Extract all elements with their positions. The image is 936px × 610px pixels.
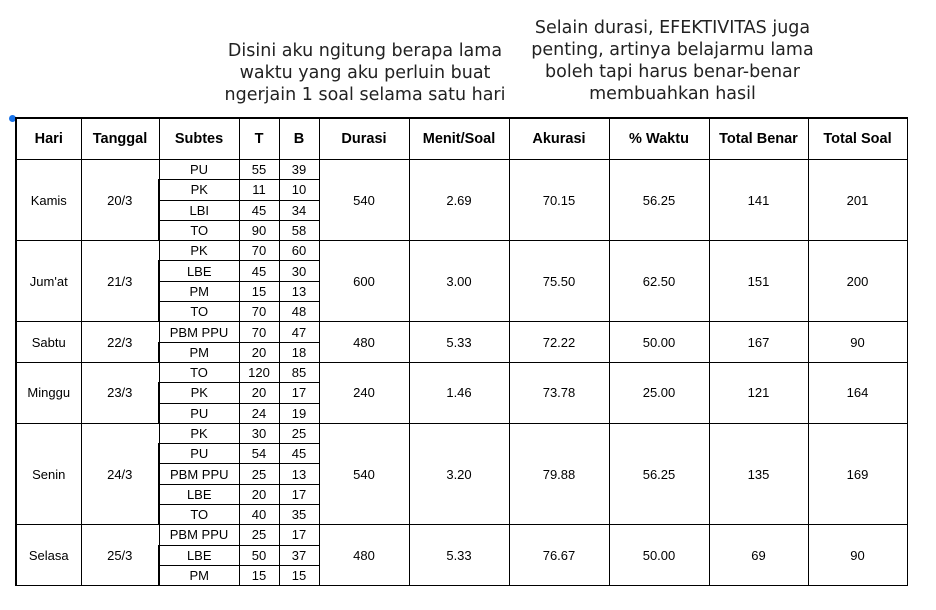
b-cell: 30 [279,261,319,281]
b-cell: 13 [279,464,319,484]
column-header: Durasi [319,118,409,160]
subtes-cell: PK [159,241,239,261]
t-cell: 30 [239,423,279,443]
table-row [16,525,907,545]
subtes-cell: TO [159,302,239,322]
waktu-cell: 50.00 [609,525,709,586]
t-cell: 70 [239,322,279,342]
subtes-cell: PK [159,423,239,443]
total-soal-cell: 164 [808,362,907,423]
note-right-line: penting, artinya belajarmu lama [531,40,814,60]
total-benar-cell: 69 [709,525,808,586]
b-cell: 25 [279,423,319,443]
t-cell: 55 [239,160,279,180]
t-cell: 50 [239,545,279,565]
tanggal-cell: 21/3 [81,241,159,322]
durasi-cell: 240 [319,362,409,423]
b-cell: 45 [279,444,319,464]
b-cell: 34 [279,200,319,220]
b-cell: 10 [279,180,319,200]
waktu-cell: 25.00 [609,362,709,423]
menit-soal-cell: 2.69 [409,160,509,241]
note-right [515,17,830,105]
table-row [16,160,907,180]
subtes-cell: LBE [159,545,239,565]
hari-cell: Senin [16,423,81,524]
column-header: Total Benar [709,118,808,160]
total-benar-cell: 135 [709,423,808,524]
t-cell: 70 [239,302,279,322]
t-cell: 120 [239,362,279,382]
t-cell: 54 [239,444,279,464]
column-header: Subtes [159,118,239,160]
b-cell: 13 [279,281,319,301]
column-header: Hari [16,118,81,160]
total-soal-cell: 169 [808,423,907,524]
durasi-cell: 600 [319,241,409,322]
total-soal-cell: 201 [808,160,907,241]
subtes-cell: PU [159,403,239,423]
column-header: Total Soal [808,118,907,160]
subtes-cell: TO [159,505,239,525]
table-body [16,160,907,586]
t-cell: 24 [239,403,279,423]
subtes-cell: PBM PPU [159,525,239,545]
total-soal-cell: 90 [808,525,907,586]
t-cell: 45 [239,261,279,281]
total-soal-cell: 90 [808,322,907,363]
menit-soal-cell: 3.20 [409,423,509,524]
menit-soal-cell: 5.33 [409,322,509,363]
subtes-cell: LBE [159,484,239,504]
subtes-cell: LBI [159,200,239,220]
column-header: Menit/Soal [409,118,509,160]
menit-soal-cell: 1.46 [409,362,509,423]
subtes-cell: PU [159,160,239,180]
b-cell: 17 [279,525,319,545]
durasi-cell: 540 [319,160,409,241]
column-header: T [239,118,279,160]
t-cell: 40 [239,505,279,525]
akurasi-cell: 79.88 [509,423,609,524]
t-cell: 70 [239,241,279,261]
table-row [16,241,907,261]
table-row [16,423,907,443]
b-cell: 17 [279,383,319,403]
akurasi-cell: 73.78 [509,362,609,423]
b-cell: 48 [279,302,319,322]
note-left-line: Disini aku ngitung berapa lama [227,41,503,61]
t-cell: 15 [239,281,279,301]
subtes-cell: PK [159,383,239,403]
total-benar-cell: 151 [709,241,808,322]
subtes-cell: TO [159,362,239,382]
column-header: Akurasi [509,118,609,160]
akurasi-cell: 70.15 [509,160,609,241]
total-soal-cell: 200 [808,241,907,322]
hari-cell: Selasa [16,525,81,586]
tanggal-cell: 25/3 [81,525,159,586]
hari-cell: Kamis [16,160,81,241]
note-left [210,40,520,106]
b-cell: 17 [279,484,319,504]
hari-cell: Minggu [16,362,81,423]
subtes-cell: PM [159,281,239,301]
subtes-cell: PBM PPU [159,464,239,484]
table-row [16,362,907,382]
durasi-cell: 480 [319,525,409,586]
t-cell: 45 [239,200,279,220]
tanggal-cell: 22/3 [81,322,159,363]
note-left-line: ngerjain 1 soal selama satu hari [224,85,506,105]
waktu-cell: 50.00 [609,322,709,363]
menit-soal-cell: 5.33 [409,525,509,586]
b-cell: 37 [279,545,319,565]
b-cell: 85 [279,362,319,382]
tanggal-cell: 24/3 [81,423,159,524]
column-header: % Waktu [609,118,709,160]
subtes-cell: PU [159,444,239,464]
b-cell: 39 [279,160,319,180]
t-cell: 25 [239,525,279,545]
study-table [15,117,908,586]
t-cell: 20 [239,383,279,403]
waktu-cell: 56.25 [609,160,709,241]
subtes-cell: TO [159,220,239,240]
akurasi-cell: 75.50 [509,241,609,322]
b-cell: 35 [279,505,319,525]
t-cell: 25 [239,464,279,484]
t-cell: 15 [239,565,279,585]
header-row [16,118,907,160]
note-right-line: membuahkan hasil [589,84,756,104]
t-cell: 90 [239,220,279,240]
total-benar-cell: 121 [709,362,808,423]
subtes-cell: PK [159,180,239,200]
akurasi-cell: 72.22 [509,322,609,363]
tanggal-cell: 20/3 [81,160,159,241]
waktu-cell: 62.50 [609,241,709,322]
t-cell: 20 [239,342,279,362]
b-cell: 47 [279,322,319,342]
durasi-cell: 480 [319,322,409,363]
column-header: Tanggal [81,118,159,160]
tanggal-cell: 23/3 [81,362,159,423]
subtes-cell: LBE [159,261,239,281]
akurasi-cell: 76.67 [509,525,609,586]
subtes-cell: PM [159,342,239,362]
waktu-cell: 56.25 [609,423,709,524]
b-cell: 15 [279,565,319,585]
b-cell: 58 [279,220,319,240]
b-cell: 18 [279,342,319,362]
t-cell: 11 [239,180,279,200]
total-benar-cell: 141 [709,160,808,241]
table-row [16,322,907,342]
column-header: B [279,118,319,160]
total-benar-cell: 167 [709,322,808,363]
subtes-cell: PBM PPU [159,322,239,342]
note-right-line: Selain durasi, EFEKTIVITAS juga [534,18,811,38]
note-right-line: boleh tapi harus benar-benar [545,62,800,82]
note-left-line: waktu yang aku perluin buat [239,63,491,83]
t-cell: 20 [239,484,279,504]
b-cell: 19 [279,403,319,423]
menit-soal-cell: 3.00 [409,241,509,322]
b-cell: 60 [279,241,319,261]
durasi-cell: 540 [319,423,409,524]
hari-cell: Jum'at [16,241,81,322]
hari-cell: Sabtu [16,322,81,363]
subtes-cell: PM [159,565,239,585]
